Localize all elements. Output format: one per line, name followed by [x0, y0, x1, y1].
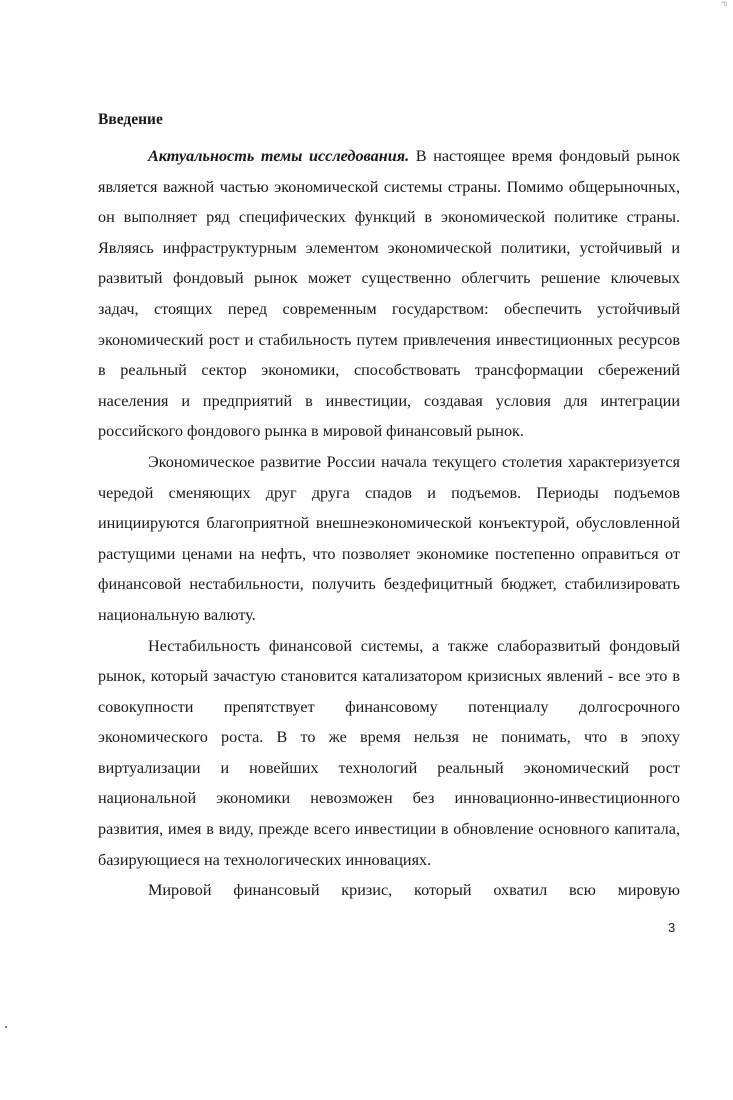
paragraph-text: В настоящее время фондовый рынок является важной частью экономической системы страны. Помимо общерыночных, он выполняет ряд специфических функций в экономической политике страны. Являясь инфраструктурным элементом экономической политики, устойчивый и развитый фондовый рынок может существенно облегчить решение ключевых задач, стоящих перед современным государством: обеспечить устойчивый экономический рост и стабильность путем привлечения инвестиционных ресурсов в реальный сектор экономики, способствовать трансформации сбережений населения и предприятий в инвестиции, создавая условия для интеграции российского фондового рынка в мировой финансовый рынок. [98, 147, 681, 441]
scan-artifact-dot [5, 1026, 7, 1028]
paragraph-relevance [98, 141, 680, 447]
document-page [98, 110, 680, 906]
scan-corner-mark: "0 [721, 2, 727, 8]
paragraph-world-crisis: Мировой финансовый кризис, который охватил всю мировую [148, 881, 680, 900]
page-number: 3 [668, 920, 676, 935]
paragraph-lead: Актуальность темы исследования. [148, 147, 410, 165]
paragraph-economic-development: Экономическое развитие России начала текущего столетия характеризуется чередой сменяющих друг друга спадов и подъемов. Периоды подъемов инициируются благоприятной внешнеэкономической конъектурой, обусловленной растущими ценами на нефть, что позволяет экономике постепенно оправиться от финансовой нестабильности, получить бездефицитный бюджет, стабилизировать национальную валюту. [98, 452, 680, 624]
section-heading: Введение [98, 111, 163, 128]
paragraph-financial-instability: Нестабильность финансовой системы, а также слаборазвитый фондовый рынок, который зачастую становится катализатором кризисных явлений - все это в совокупности препятствует финансовому потенциалу долгосрочного экономического роста. В то же время нельзя не понимать, что в эпоху виртуализации и новейших технологий реальный экономический рост национальной экономики невозможен без инновационно-инвестиционного развития, имея в виду, прежде всего инвестиции в обновление основного капитала, базирующиеся на технологических инновациях. [98, 636, 680, 869]
